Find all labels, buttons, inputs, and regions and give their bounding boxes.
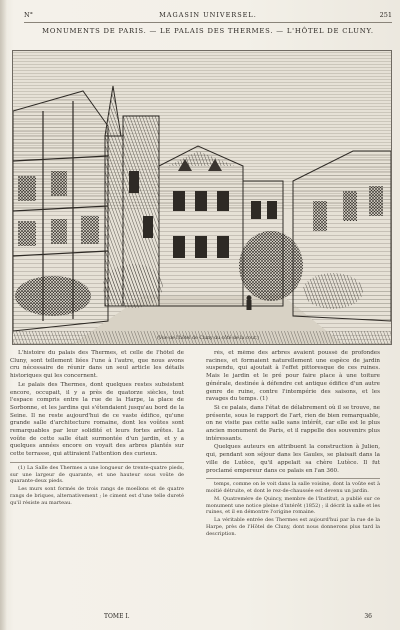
paragraph: Si ce palais, dans l'état de délabrement où il se trouve, ne présente, sous le rapport de l'art, rien de bien remarquable, on ne visite pas cette salle sans intérêt, car elle est le plus ancien monument de Paris, et il rappelle des souvenirs plus intéressants. [206,404,380,442]
left-text-column [10,350,184,595]
right-text-column [206,350,380,595]
signature-number: 36 [364,613,372,620]
illustration-caption: (Vue de l'hôtel de Cluny du côté de la cour.) [157,336,259,341]
footnote: M. Quatremère de Quincy, membre de l'Institut, a publié sur ce monument une notice pleine d'intérêt (1852) ; il décrit la salle et les ruines, et il en démontre l'origine romaine. [206,495,380,516]
engraving-illustration [12,50,392,345]
header-issue-number: N° [24,11,33,19]
article-title: MONUMENTS DE PARIS. — LE PALAIS DES THERMES. — L'HÔTEL DE CLUNY. [42,27,374,35]
footnote: La véritable entrée des Thermes est aujourd'hui par la rue de la Harpe, près de l'Hôtel de Cluny, dont nous donnerons plus tard la description. [206,517,380,537]
volume-label: TOME I. [104,613,130,620]
paragraph: L'histoire du palais des Thermes, et celle de l'hôtel de Cluny, sont tellement liées l'une à l'autre, que nous avons cru nécessaire de réunir dans un seul article les détails historiques qui les concernent. [10,350,184,380]
running-header [24,8,392,23]
header-page-number: 251 [379,11,392,19]
footnote: temps, comme on le voit dans la salle voisine, dont la voûte est à moitié détruite, et dont le rez-de-chaussée est devenu un jardin. [206,481,380,495]
footnote: (1) La Salle des Thermes a une longueur de trente-quatre pieds, sur une largeur de quarante, et une hauteur sous voûte de quarante-deux pieds. [10,464,184,485]
binding-shadow [0,0,7,630]
paragraph: Quelques auteurs en attribuent la construction à Julien, qui, pendant son séjour dans les Gaules, se plaisait dans la ville de Lutèce, qu'il appelait sa chère Lutèce. Il fut proclamé empereur dans ce palais en l'an 360. [206,444,380,474]
page-footer [24,612,392,622]
footnotes [206,478,380,537]
paragraph: Le palais des Thermes, dont quelques restes subsistent encore, occupait, il y a près de quatorze siècles, tout l'espace compris entre la rue de la Harpe, la place de Sorbonne, et les jardins qui s'étendaient jusqu'au bord de la Seine. Il ne reste aujourd'hui de ce vaste édifice, qu'une grande salle d'architecture romaine, dont les voûtes sont remarquables par leur solidité et leurs fortes arêtes. La voûte de cette salle était surmontée d'un jardin, et y a quelques années encore on voyait des arbres plantés sur cette terrasse, qui attiraient l'attention des curieux. [10,381,184,458]
footnote: Les murs sont formés de trois rangs de moellons et de quatre rangs de briques, alternativement ; le ciment est d'une telle dureté qu'il résiste au marteau. [10,486,184,506]
header-journal-title: MAGASIN UNIVERSEL. [159,11,257,19]
paragraph: rés, et même des arbres avaient poussé de profondes racines, et formaient naturellement une espèce de jardin suspendu, qui ajoutait à l'effet pittoresque de ces ruines. Mais le jardin et le pré pour faire place à une toiture générale, destinée à défendre cet antique édifice d'un autre genre de ruine, contre l'intempérie des saisons, et les ravages du temps. (1) [206,350,380,403]
footnotes [10,462,184,507]
